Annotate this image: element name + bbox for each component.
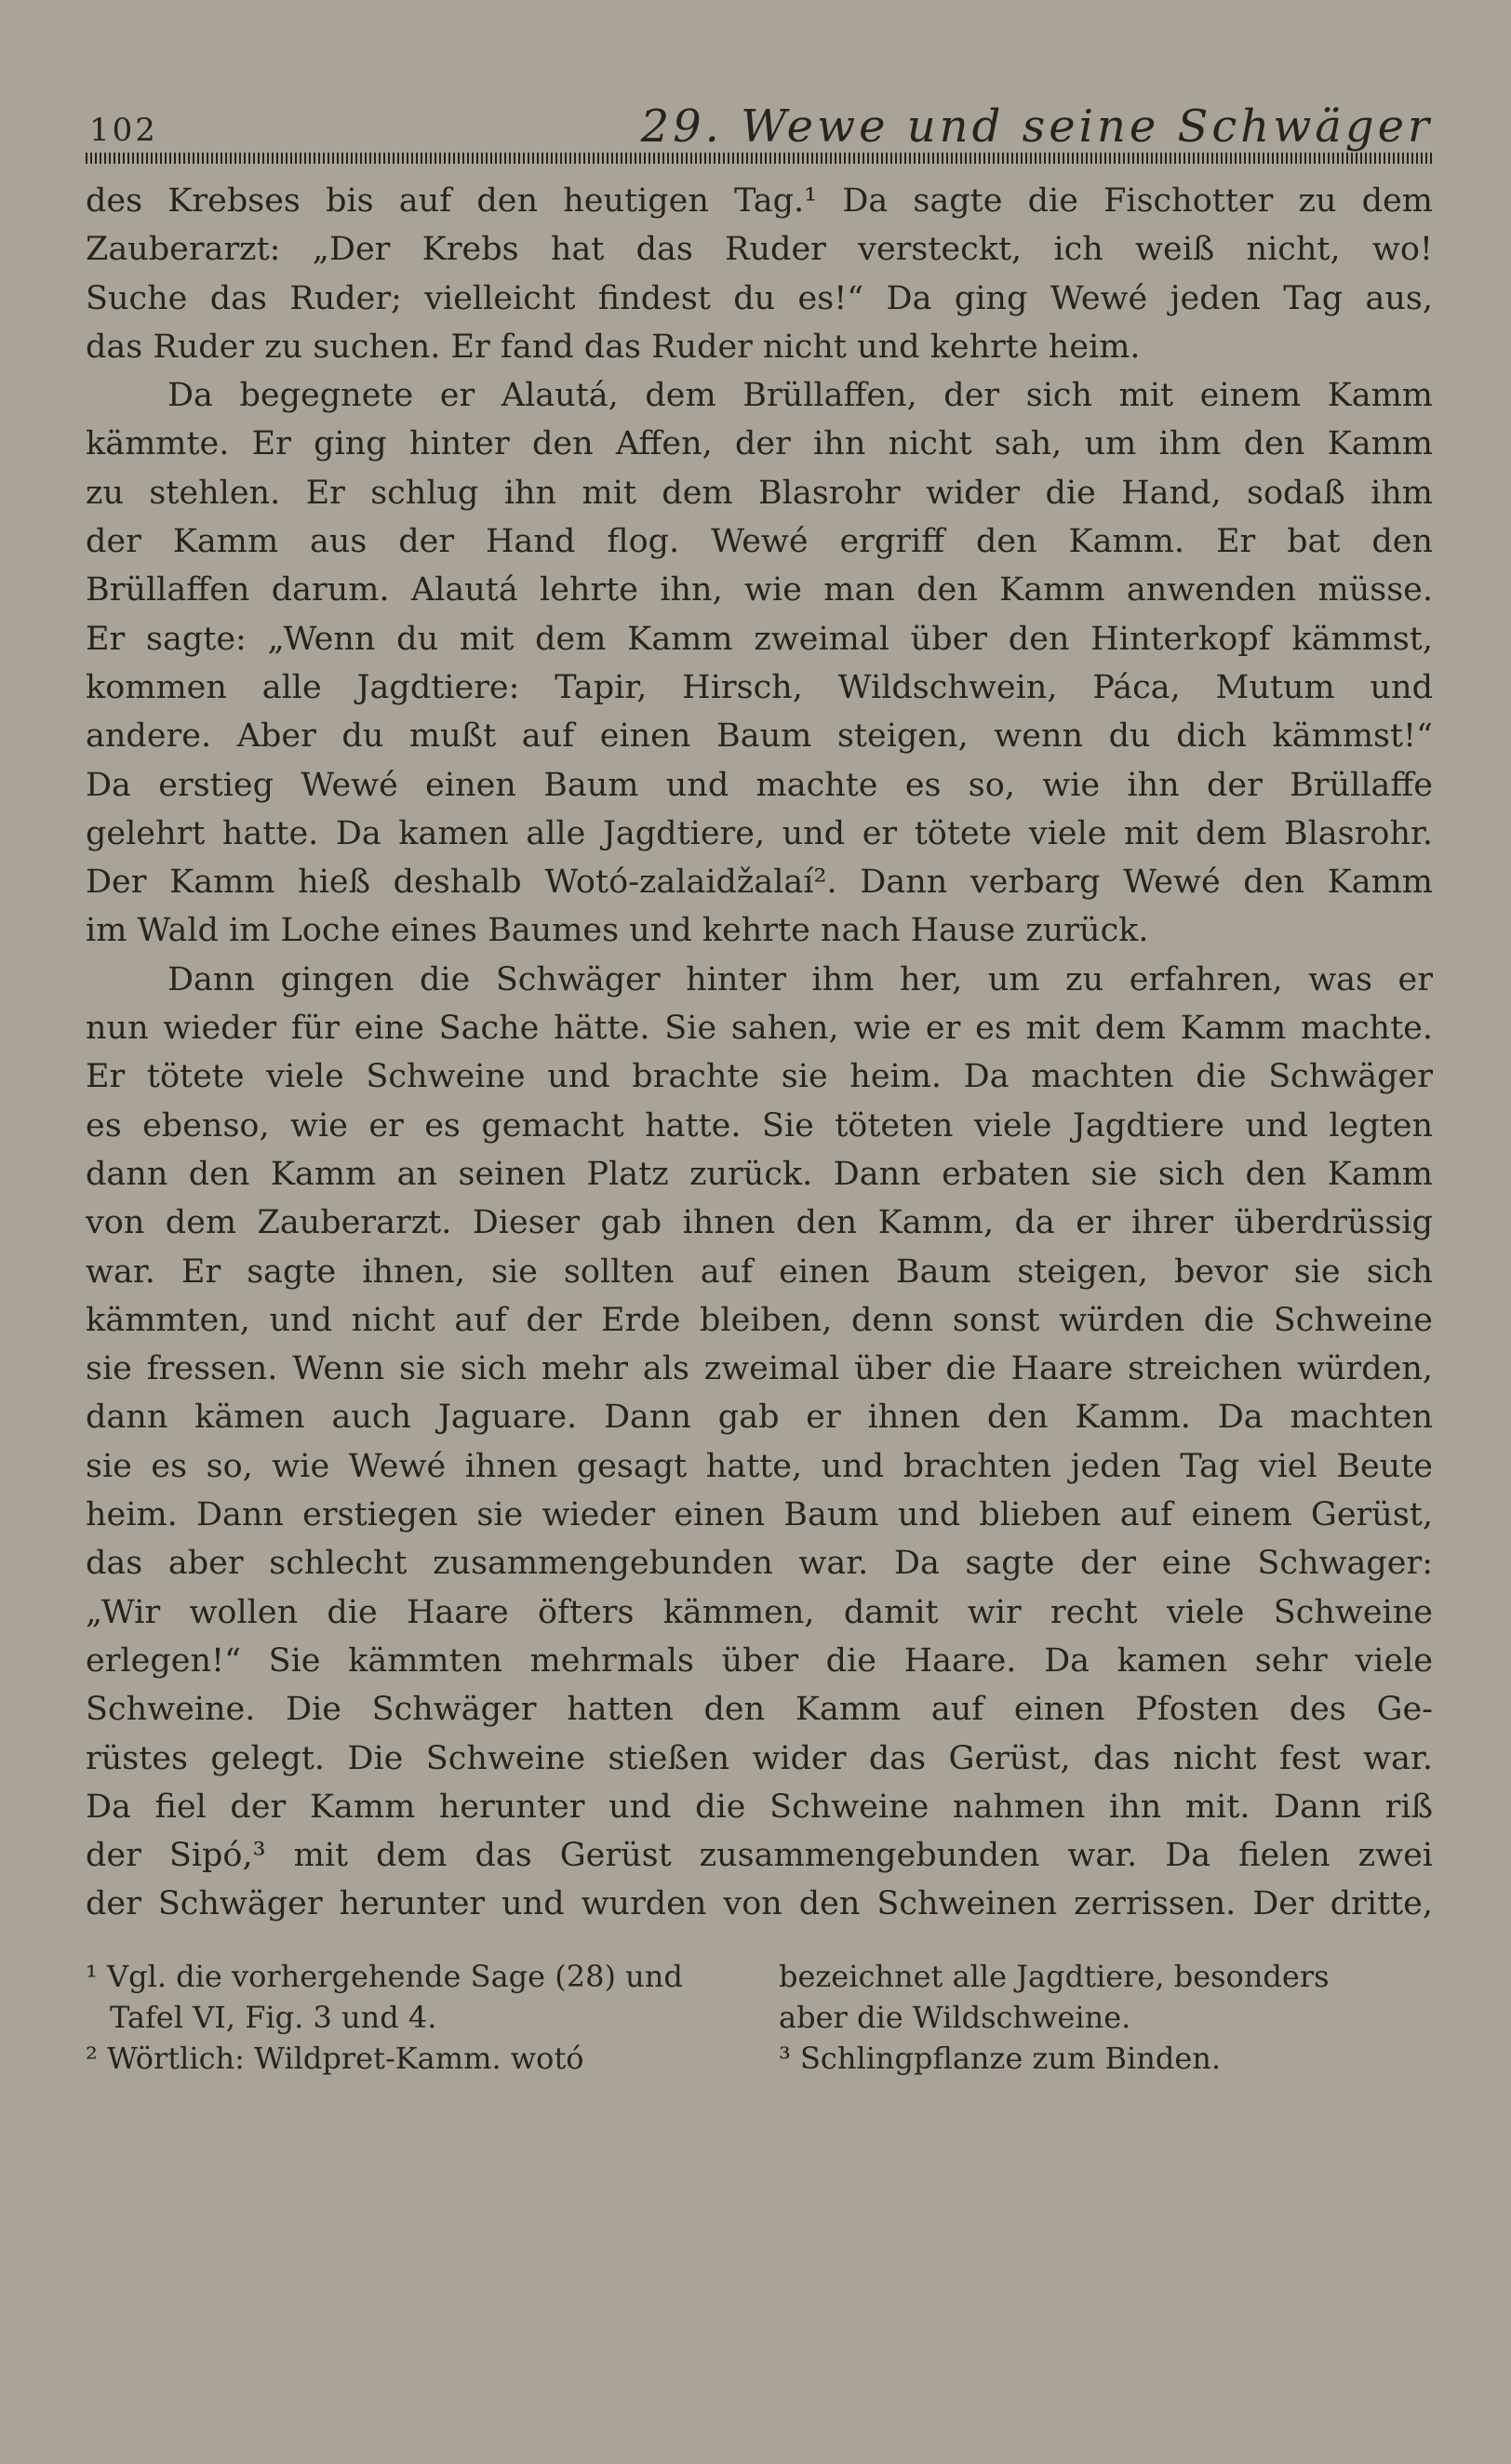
footnote-line: aber die Wildschweine. bbox=[779, 2000, 1131, 2035]
body-text bbox=[86, 177, 1433, 1929]
footnote-line: Tafel VI, Fig. 3 und 4. bbox=[110, 2000, 437, 2035]
page-header bbox=[86, 100, 1433, 156]
text-line: Suche das Ruder; vielleicht findest du es!“ Da ging Wewé jeden Tag aus, bbox=[86, 279, 1433, 317]
footnote-line: ³ Schlingpflanze zum Binden. bbox=[779, 2041, 1222, 2076]
text-line: der Sipó,³ mit dem das Gerüst zusammengebunden war. Da fielen zwei bbox=[86, 1837, 1433, 1875]
text-line: „Wir wollen die Haare öfters kämmen, damit wir recht viele Schweine bbox=[86, 1593, 1433, 1631]
text-line: Da fiel der Kamm herunter und die Schweine nahmen ihn mit. Dann riß bbox=[86, 1788, 1433, 1826]
text-line: Er tötete viele Schweine und brachte sie heim. Da machten die Schwäger bbox=[86, 1058, 1433, 1096]
text-line: im Wald im Loche eines Baumes und kehrte nach Hause zurück. bbox=[86, 912, 1149, 950]
text-line: kämmte. Er ging hinter den Affen, der ihn nicht sah, um ihm den Kamm bbox=[86, 425, 1433, 463]
text-line: heim. Dann erstiegen sie wieder einen Baum und blieben auf einem Gerüst, bbox=[86, 1496, 1433, 1534]
text-line: Brüllaffen darum. Alautá lehrte ihn, wie man den Kamm anwenden müsse. bbox=[86, 571, 1433, 609]
text-line: zu stehlen. Er schlug ihn mit dem Blasrohr wider die Hand, sodaß ihm bbox=[86, 474, 1433, 512]
text-line: Dann gingen die Schwäger hinter ihm her, um zu erfahren, was er bbox=[167, 960, 1433, 998]
text-line: das Ruder zu suchen. Er fand das Ruder nicht und kehrte heim. bbox=[86, 328, 1141, 366]
text-line: sie fressen. Wenn sie sich mehr als zweimal über die Haare streichen würden, bbox=[86, 1350, 1433, 1388]
footnote-line: bezeichnet alle Jagdtiere, besonders bbox=[779, 1959, 1330, 1994]
text-line: dann den Kamm an seinen Platz zurück. Dann erbaten sie sich den Kamm bbox=[86, 1155, 1433, 1193]
text-line: andere. Aber du mußt auf einen Baum steigen, wenn du dich kämmst!“ bbox=[86, 717, 1433, 756]
running-title: 29. Wewe und seine Schwäger bbox=[640, 100, 1433, 153]
text-line: der Kamm aus der Hand flog. Wewé ergriff den Kamm. Er bat den bbox=[86, 523, 1433, 561]
footnotes-right-column bbox=[779, 1956, 1430, 2079]
page-number: 102 bbox=[89, 112, 158, 149]
text-line: Er sagte: „Wenn du mit dem Kamm zweimal über den Hinterkopf kämmst, bbox=[86, 620, 1433, 658]
text-line: der Schwäger herunter und wurden von den Schweinen zerrissen. Der dritte, bbox=[86, 1885, 1433, 1923]
text-line: gelehrt hatte. Da kamen alle Jagdtiere, und er tötete viele mit dem Blasrohr. bbox=[86, 814, 1433, 852]
header-rule bbox=[86, 153, 1433, 164]
text-line: kämmten, und nicht auf der Erde bleiben, denn sonst würden die Schweine bbox=[86, 1301, 1433, 1339]
footnote-line: ² Wörtlich: Wildpret-Kamm. wotó bbox=[86, 2041, 584, 2076]
text-line: war. Er sagte ihnen, sie sollten auf einen Baum steigen, bevor sie sich bbox=[86, 1252, 1433, 1291]
text-line: Da erstieg Wewé einen Baum und machte es so, wie ihn der Brüllaffe bbox=[86, 766, 1433, 804]
text-line: von dem Zauberarzt. Dieser gab ihnen den Kamm, da er ihrer überdrüssig bbox=[86, 1204, 1433, 1242]
text-line: Da begegnete er Alautá, dem Brüllaffen, der sich mit einem Kamm bbox=[167, 377, 1433, 415]
text-line: es ebenso, wie er es gemacht hatte. Sie töteten viele Jagdtiere und legten bbox=[86, 1106, 1433, 1145]
text-line: Der Kamm hieß deshalb Wotó-zalaidžalaí². Dann verbarg Wewé den Kamm bbox=[86, 864, 1433, 902]
text-line: Schweine. Die Schwäger hatten den Kamm auf einen Pfosten des Ge- bbox=[86, 1691, 1433, 1729]
text-line: das aber schlecht zusammengebunden war. Da sagte der eine Schwager: bbox=[86, 1545, 1433, 1583]
text-line: kommen alle Jagdtiere: Tapir, Hirsch, Wildschwein, Páca, Mutum und bbox=[86, 668, 1433, 706]
text-line: Zauberarzt: „Der Krebs hat das Ruder versteckt, ich weiß nicht, wo! bbox=[86, 231, 1433, 269]
footnote-line: ¹ Vgl. die vorhergehende Sage (28) und bbox=[86, 1959, 683, 1994]
text-line: erlegen!“ Sie kämmten mehrmals über die Haare. Da kamen sehr viele bbox=[86, 1641, 1433, 1680]
text-line: nun wieder für eine Sache hätte. Sie sahen, wie er es mit dem Kamm machte. bbox=[86, 1010, 1433, 1048]
text-line: rüstes gelegt. Die Schweine stießen wider das Gerüst, das nicht fest war. bbox=[86, 1739, 1433, 1777]
text-line: des Krebses bis auf den heutigen Tag.¹ Da sagte die Fischotter zu dem bbox=[86, 182, 1433, 220]
footnotes-left-column bbox=[86, 1956, 737, 2079]
text-line: dann kämen auch Jaguare. Dann gab er ihnen den Kamm. Da machten bbox=[86, 1399, 1433, 1437]
text-line: sie es so, wie Wewé ihnen gesagt hatte, und brachten jeden Tag viel Beute bbox=[86, 1447, 1433, 1485]
